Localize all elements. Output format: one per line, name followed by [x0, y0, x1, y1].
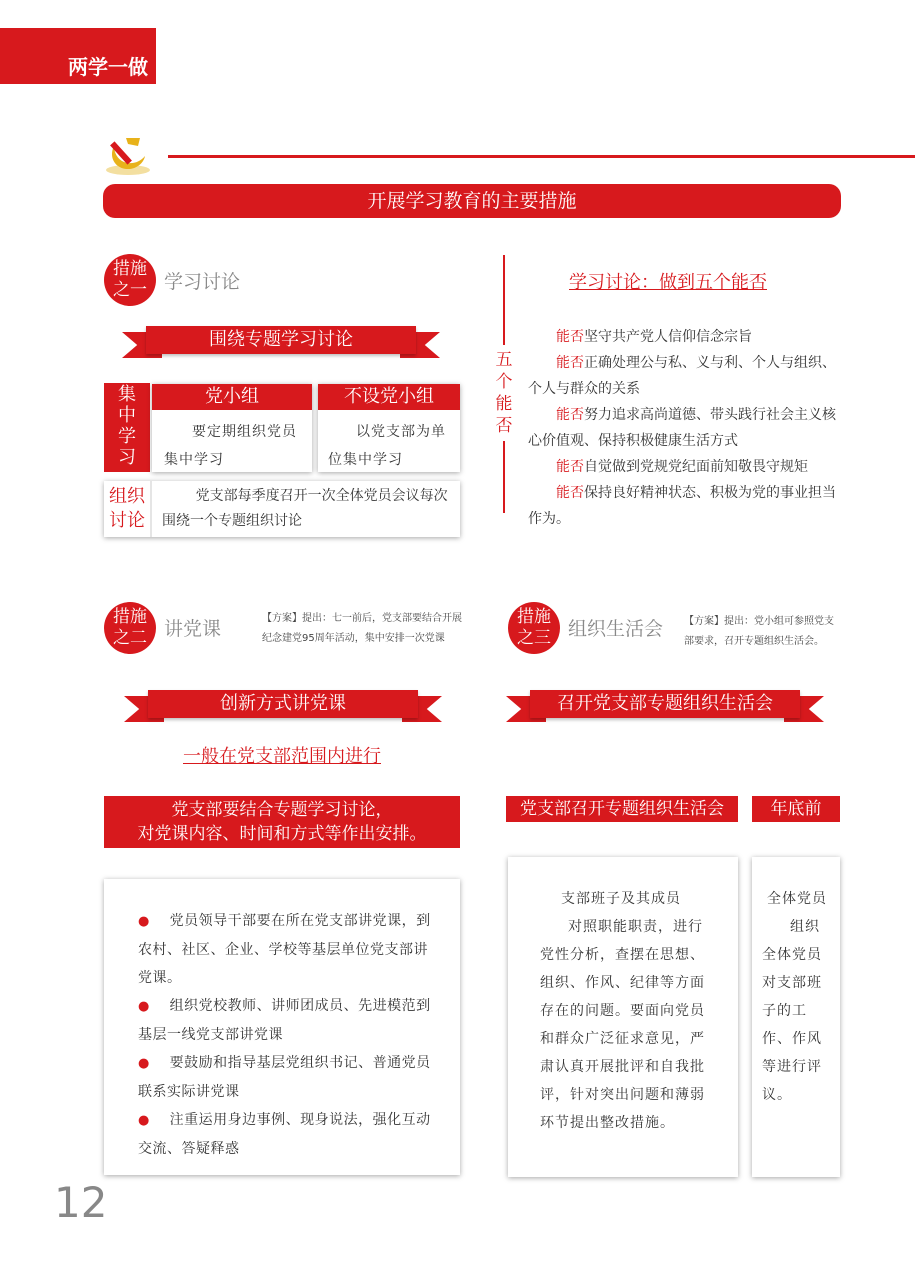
arrangement-box	[104, 796, 460, 848]
ribbon-banner	[506, 690, 824, 724]
bullet-item	[138, 992, 434, 1049]
card-header: 党小组	[152, 384, 312, 410]
discussion-text: 党支部每季度召开一次全体党员会议每次围绕一个专题组织讨论	[162, 488, 448, 529]
note-text: 提出：七一前后，党支部要结合开展纪念建党95周年活动，集中安排一次党课	[262, 613, 462, 644]
measure-badge-1	[104, 254, 156, 306]
row-label-discuss	[104, 481, 150, 537]
bullet-dot-icon: ●	[138, 1113, 150, 1128]
section-title: 组织生活会	[568, 618, 664, 640]
ribbon-label: 召开党支部专题组织生活会	[530, 690, 800, 718]
keyword: 能否	[556, 459, 584, 475]
card-title: 支部班子及其成员	[561, 891, 681, 907]
box-line: 党支部要结合专题学习讨论，	[171, 800, 393, 820]
item-text: 努力追求高尚道德、带头践行社会主义核心价值观、保持积极健康生活方式	[528, 407, 836, 449]
lecture-subtitle: 一般在党支部范围内进行	[183, 746, 381, 767]
item-text: 保持良好精神状态、积极为党的事业担当作为。	[528, 485, 836, 527]
bullet-text: 组织党校教师、讲师团成员、先进模范到基层一线党支部讲党课	[138, 998, 431, 1043]
badge-line: 措施	[517, 607, 551, 627]
plan-note	[262, 609, 462, 649]
card-body: 对照职能职责，进行党性分析，查摆在思想、组织、作风、纪律等方面存在的问题。要面向党员和群众广泛征求意见，严肃认真开展批评和自我批评，针对突出问题和薄弱环节提出整改措施。	[540, 919, 705, 1131]
label-char: 否	[495, 416, 513, 436]
discussion-card	[104, 481, 460, 537]
lecture-bullets-card	[104, 879, 460, 1175]
card-header: 不设党小组	[318, 384, 460, 410]
bullet-list	[104, 879, 460, 1163]
badge-line: 之三	[517, 628, 551, 648]
label-line: 组织	[109, 486, 145, 507]
label-char: 习	[118, 447, 136, 468]
badge-line: 措施	[113, 259, 147, 279]
divider-line	[168, 155, 915, 158]
bullet-item	[138, 1106, 434, 1163]
label-char: 中	[118, 405, 136, 426]
bullet-text: 党员领导干部要在所在党支部讲党课，到农村、社区、企业、学校等基层单位党支部讲党课。	[138, 913, 431, 986]
label-char: 集	[118, 384, 136, 405]
badge-line: 之二	[113, 628, 147, 648]
card-body: 以党支部为单位集中学习	[328, 424, 446, 468]
ribbon-banner	[122, 326, 440, 360]
bullet-item	[138, 1049, 434, 1106]
five-item	[528, 454, 840, 480]
section-title: 讲党课	[164, 618, 222, 640]
ribbon-label: 围绕专题学习讨论	[146, 326, 416, 354]
note-tag: 【方案】	[684, 616, 724, 627]
meeting-label: 党支部召开专题组织生活会	[506, 796, 738, 822]
bullet-dot-icon: ●	[138, 999, 150, 1014]
five-item	[528, 350, 840, 402]
card-body: 要定期组织党员集中学习	[164, 424, 297, 468]
five-item	[528, 324, 840, 350]
measure-badge-2	[104, 602, 156, 654]
row-label-study	[104, 383, 150, 472]
card-content	[752, 857, 840, 1109]
banner-title: 开展学习教育的主要措施	[367, 190, 577, 212]
ribbon-banner	[124, 690, 442, 724]
note-text: 提出：党小组可参照党支部要求，召开专题组织生活会。	[684, 616, 834, 647]
section-title: 学习讨论	[164, 271, 241, 293]
card-title: 全体党员	[767, 891, 827, 907]
bullet-dot-icon: ●	[138, 914, 150, 929]
keyword: 能否	[556, 329, 584, 345]
no-group-card	[318, 384, 460, 472]
label-char: 能	[495, 394, 513, 414]
tab-label: 两学一做	[68, 55, 148, 79]
badge-line: 措施	[113, 607, 147, 627]
main-banner	[103, 184, 841, 218]
time-label: 年底前	[752, 796, 840, 822]
label-char: 五	[495, 350, 513, 370]
five-item	[528, 402, 840, 454]
ribbon-label: 创新方式讲党课	[148, 690, 418, 718]
branch-leaders-card	[508, 857, 738, 1177]
keyword: 能否	[556, 485, 584, 501]
five-title: 学习讨论：做到五个能否	[569, 272, 767, 293]
box-line: 对党课内容、时间和方式等作出安排。	[137, 824, 427, 844]
plan-note	[684, 612, 842, 652]
bullet-item	[138, 907, 434, 992]
five-side-label	[493, 345, 515, 441]
label-line: 讨论	[109, 510, 145, 531]
keyword: 能否	[556, 407, 584, 423]
keyword: 能否	[556, 355, 584, 371]
all-members-card	[752, 857, 840, 1177]
label-char: 个	[495, 372, 513, 392]
bullet-text: 注重运用身边事例、现身说法，强化互动交流、答疑释惑	[138, 1112, 431, 1157]
group-card	[152, 384, 312, 472]
party-emblem-icon	[104, 132, 154, 176]
item-text: 正确处理公与私、义与利、个人与组织、个人与群众的关系	[528, 355, 836, 397]
five-list	[528, 324, 840, 532]
card-content	[508, 857, 738, 1137]
section-tab	[0, 28, 156, 84]
label-char: 学	[118, 426, 136, 447]
divider	[150, 481, 152, 537]
item-text: 自觉做到党规党纪面前知敬畏守规矩	[584, 459, 808, 475]
badge-line: 之一	[113, 280, 147, 300]
card-body: 组织全体党员对支部班子的工作、作风等进行评议。	[762, 919, 822, 1103]
measure-badge-3	[508, 602, 560, 654]
bullet-text: 要鼓励和指导基层党组织书记、普通党员联系实际讲党课	[138, 1055, 431, 1100]
bullet-dot-icon: ●	[138, 1056, 150, 1071]
item-text: 坚守共产党人信仰信念宗旨	[584, 329, 752, 345]
five-item	[528, 480, 840, 532]
page-number: 12	[54, 1178, 108, 1227]
note-tag: 【方案】	[262, 613, 302, 624]
